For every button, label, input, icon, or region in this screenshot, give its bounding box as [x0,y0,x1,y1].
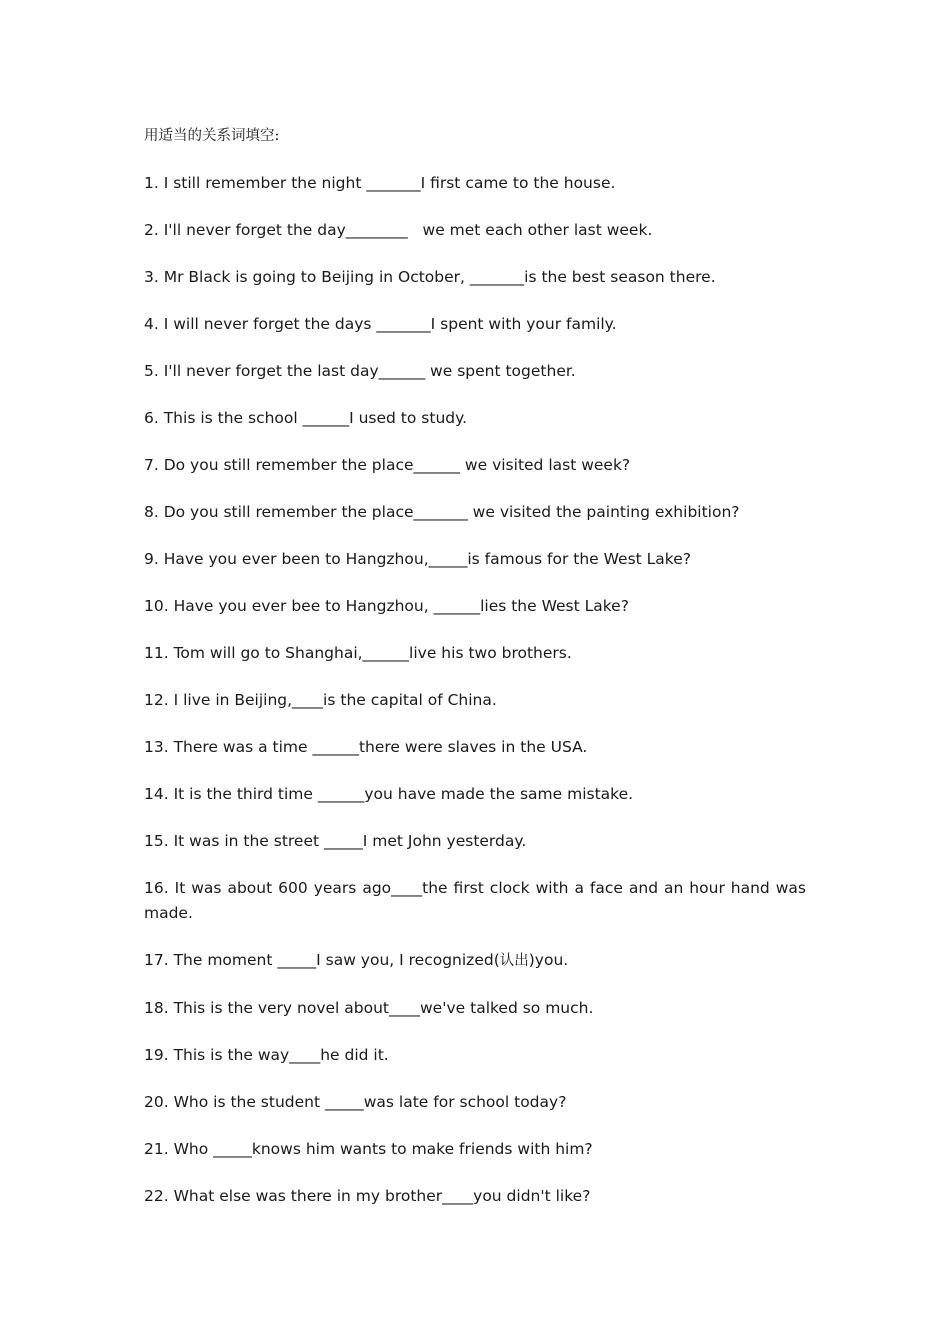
question-17 [144,948,806,973]
question-11: 11. Tom will go to Shanghai,______live his two brothers. [144,644,572,662]
question-5: 5. I'll never forget the last day______ we spent together. [144,362,576,380]
question-17-chinese-gloss: 认出 [499,953,529,969]
question-4: 4. I will never forget the days _______I spent with your family. [144,315,617,333]
question-22: 22. What else was there in my brother____you didn't like? [144,1187,591,1205]
question-21: 21. Who _____knows him wants to make friends with him? [144,1140,593,1158]
question-8: 8. Do you still remember the place_______ we visited the painting exhibition? [144,503,740,521]
question-20: 20. Who is the student _____was late for school today? [144,1093,567,1111]
instruction-heading: 用适当的关系词填空: [144,128,280,144]
question-12: 12. I live in Beijing,____is the capital of China. [144,691,497,709]
question-10: 10. Have you ever bee to Hangzhou, ______lies the West Lake? [144,597,629,615]
question-14: 14. It is the third time ______you have made the same mistake. [144,785,634,803]
question-9: 9. Have you ever been to Hangzhou,_____is famous for the West Lake? [144,550,691,568]
question-1: 1. I still remember the night _______I first came to the house. [144,174,616,192]
question-17-after: )you. [528,951,569,969]
question-3: 3. Mr Black is going to Beijing in October, _______is the best season there. [144,268,716,286]
question-17-before: 17. The moment _____I saw you, I recognized( [144,951,500,969]
question-13: 13. There was a time ______there were slaves in the USA. [144,738,588,756]
question-19: 19. This is the way____he did it. [144,1046,389,1064]
question-18: 18. This is the very novel about____we've talked so much. [144,999,594,1017]
question-15: 15. It was in the street _____I met John yesterday. [144,832,527,850]
question-6: 6. This is the school ______I used to study. [144,409,468,427]
question-16: 16. It was about 600 years ago____the first clock with a face and an hour hand was made. [144,879,806,922]
question-7: 7. Do you still remember the place______ we visited last week? [144,456,631,474]
question-2: 2. I'll never forget the day________ we met each other last week. [144,221,653,239]
worksheet-page [144,124,806,1231]
